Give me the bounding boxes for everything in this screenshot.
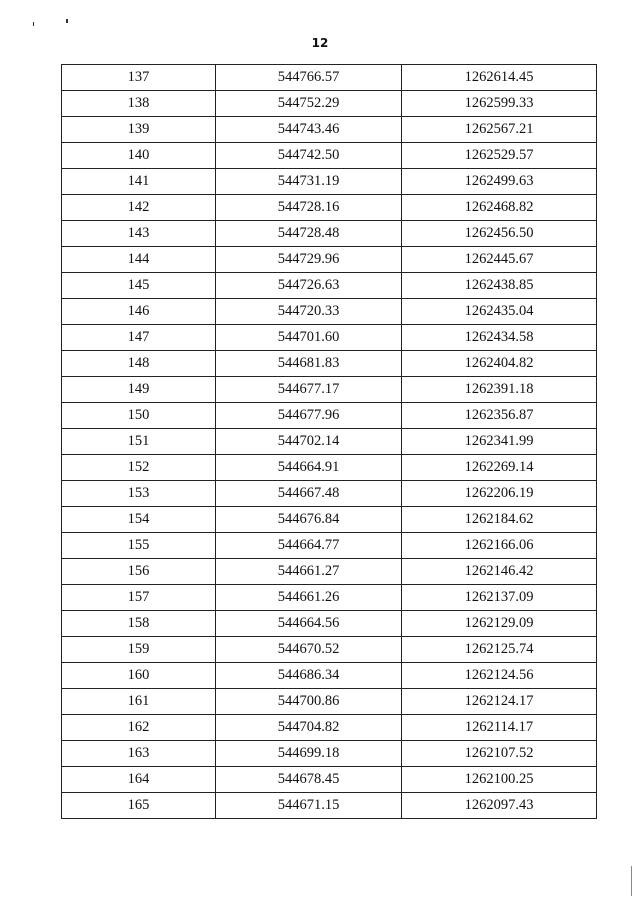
x-coordinate-cell: 544671.15 (216, 793, 402, 819)
point-number-cell: 138 (62, 91, 216, 117)
y-coordinate-cell: 1262107.52 (402, 741, 597, 767)
x-coordinate-cell: 544704.82 (216, 715, 402, 741)
point-number-cell: 137 (62, 65, 216, 91)
point-number-cell: 150 (62, 403, 216, 429)
point-number-cell: 139 (62, 117, 216, 143)
x-coordinate-cell: 544752.29 (216, 91, 402, 117)
table-row (62, 689, 597, 715)
table-row (62, 507, 597, 533)
point-number-cell: 155 (62, 533, 216, 559)
y-coordinate-cell: 1262468.82 (402, 195, 597, 221)
table-row (62, 143, 597, 169)
point-number-cell: 140 (62, 143, 216, 169)
point-number-cell: 147 (62, 325, 216, 351)
y-coordinate-cell: 1262124.17 (402, 689, 597, 715)
point-number-cell: 163 (62, 741, 216, 767)
x-coordinate-cell: 544702.14 (216, 429, 402, 455)
x-coordinate-cell: 544686.34 (216, 663, 402, 689)
point-number-cell: 160 (62, 663, 216, 689)
table-row (62, 741, 597, 767)
x-coordinate-cell: 544661.27 (216, 559, 402, 585)
table-row (62, 273, 597, 299)
coordinates-table-body (62, 65, 597, 819)
y-coordinate-cell: 1262097.43 (402, 793, 597, 819)
y-coordinate-cell: 1262184.62 (402, 507, 597, 533)
x-coordinate-cell: 544661.26 (216, 585, 402, 611)
table-row (62, 247, 597, 273)
y-coordinate-cell: 1262100.25 (402, 767, 597, 793)
x-coordinate-cell: 544676.84 (216, 507, 402, 533)
y-coordinate-cell: 1262114.17 (402, 715, 597, 741)
point-number-cell: 152 (62, 455, 216, 481)
y-coordinate-cell: 1262404.82 (402, 351, 597, 377)
point-number-cell: 162 (62, 715, 216, 741)
y-coordinate-cell: 1262269.14 (402, 455, 597, 481)
x-coordinate-cell: 544681.83 (216, 351, 402, 377)
point-number-cell: 142 (62, 195, 216, 221)
y-coordinate-cell: 1262499.63 (402, 169, 597, 195)
point-number-cell: 151 (62, 429, 216, 455)
x-coordinate-cell: 544726.63 (216, 273, 402, 299)
point-number-cell: 158 (62, 611, 216, 637)
table-row (62, 533, 597, 559)
scan-edge-line (631, 866, 632, 896)
y-coordinate-cell: 1262438.85 (402, 273, 597, 299)
x-coordinate-cell: 544678.45 (216, 767, 402, 793)
table-row (62, 481, 597, 507)
x-coordinate-cell: 544701.60 (216, 325, 402, 351)
x-coordinate-cell: 544743.46 (216, 117, 402, 143)
point-number-cell: 148 (62, 351, 216, 377)
table-row (62, 221, 597, 247)
x-coordinate-cell: 544742.50 (216, 143, 402, 169)
table-row (62, 195, 597, 221)
y-coordinate-cell: 1262146.42 (402, 559, 597, 585)
y-coordinate-cell: 1262434.58 (402, 325, 597, 351)
y-coordinate-cell: 1262529.57 (402, 143, 597, 169)
x-coordinate-cell: 544664.91 (216, 455, 402, 481)
point-number-cell: 165 (62, 793, 216, 819)
y-coordinate-cell: 1262391.18 (402, 377, 597, 403)
point-number-cell: 153 (62, 481, 216, 507)
x-coordinate-cell: 544728.48 (216, 221, 402, 247)
table-row (62, 325, 597, 351)
x-coordinate-cell: 544677.17 (216, 377, 402, 403)
y-coordinate-cell: 1262435.04 (402, 299, 597, 325)
y-coordinate-cell: 1262206.19 (402, 481, 597, 507)
y-coordinate-cell: 1262356.87 (402, 403, 597, 429)
y-coordinate-cell: 1262137.09 (402, 585, 597, 611)
table-row (62, 429, 597, 455)
table-row (62, 611, 597, 637)
scan-speck (66, 19, 68, 23)
x-coordinate-cell: 544670.52 (216, 637, 402, 663)
x-coordinate-cell: 544664.77 (216, 533, 402, 559)
table-row (62, 117, 597, 143)
x-coordinate-cell: 544699.18 (216, 741, 402, 767)
table-row (62, 403, 597, 429)
y-coordinate-cell: 1262129.09 (402, 611, 597, 637)
table-row (62, 91, 597, 117)
table-row (62, 715, 597, 741)
table-row (62, 793, 597, 819)
y-coordinate-cell: 1262599.33 (402, 91, 597, 117)
table-row (62, 299, 597, 325)
y-coordinate-cell: 1262125.74 (402, 637, 597, 663)
y-coordinate-cell: 1262456.50 (402, 221, 597, 247)
table-row (62, 585, 597, 611)
scan-speck (33, 22, 34, 26)
point-number-cell: 154 (62, 507, 216, 533)
point-number-cell: 141 (62, 169, 216, 195)
x-coordinate-cell: 544700.86 (216, 689, 402, 715)
table-row (62, 767, 597, 793)
point-number-cell: 149 (62, 377, 216, 403)
x-coordinate-cell: 544720.33 (216, 299, 402, 325)
x-coordinate-cell: 544729.96 (216, 247, 402, 273)
x-coordinate-cell: 544766.57 (216, 65, 402, 91)
x-coordinate-cell: 544677.96 (216, 403, 402, 429)
point-number-cell: 145 (62, 273, 216, 299)
table-row (62, 169, 597, 195)
point-number-cell: 159 (62, 637, 216, 663)
point-number-cell: 156 (62, 559, 216, 585)
table-row (62, 637, 597, 663)
y-coordinate-cell: 1262166.06 (402, 533, 597, 559)
coordinates-table (61, 64, 597, 819)
point-number-cell: 157 (62, 585, 216, 611)
x-coordinate-cell: 544728.16 (216, 195, 402, 221)
point-number-cell: 161 (62, 689, 216, 715)
table-row (62, 559, 597, 585)
x-coordinate-cell: 544731.19 (216, 169, 402, 195)
table-row (62, 663, 597, 689)
point-number-cell: 144 (62, 247, 216, 273)
point-number-cell: 164 (62, 767, 216, 793)
x-coordinate-cell: 544664.56 (216, 611, 402, 637)
x-coordinate-cell: 544667.48 (216, 481, 402, 507)
page-number: 12 (311, 36, 329, 50)
table-row (62, 65, 597, 91)
y-coordinate-cell: 1262614.45 (402, 65, 597, 91)
point-number-cell: 146 (62, 299, 216, 325)
table-row (62, 351, 597, 377)
table-row (62, 377, 597, 403)
table-row (62, 455, 597, 481)
y-coordinate-cell: 1262341.99 (402, 429, 597, 455)
y-coordinate-cell: 1262445.67 (402, 247, 597, 273)
y-coordinate-cell: 1262124.56 (402, 663, 597, 689)
y-coordinate-cell: 1262567.21 (402, 117, 597, 143)
point-number-cell: 143 (62, 221, 216, 247)
